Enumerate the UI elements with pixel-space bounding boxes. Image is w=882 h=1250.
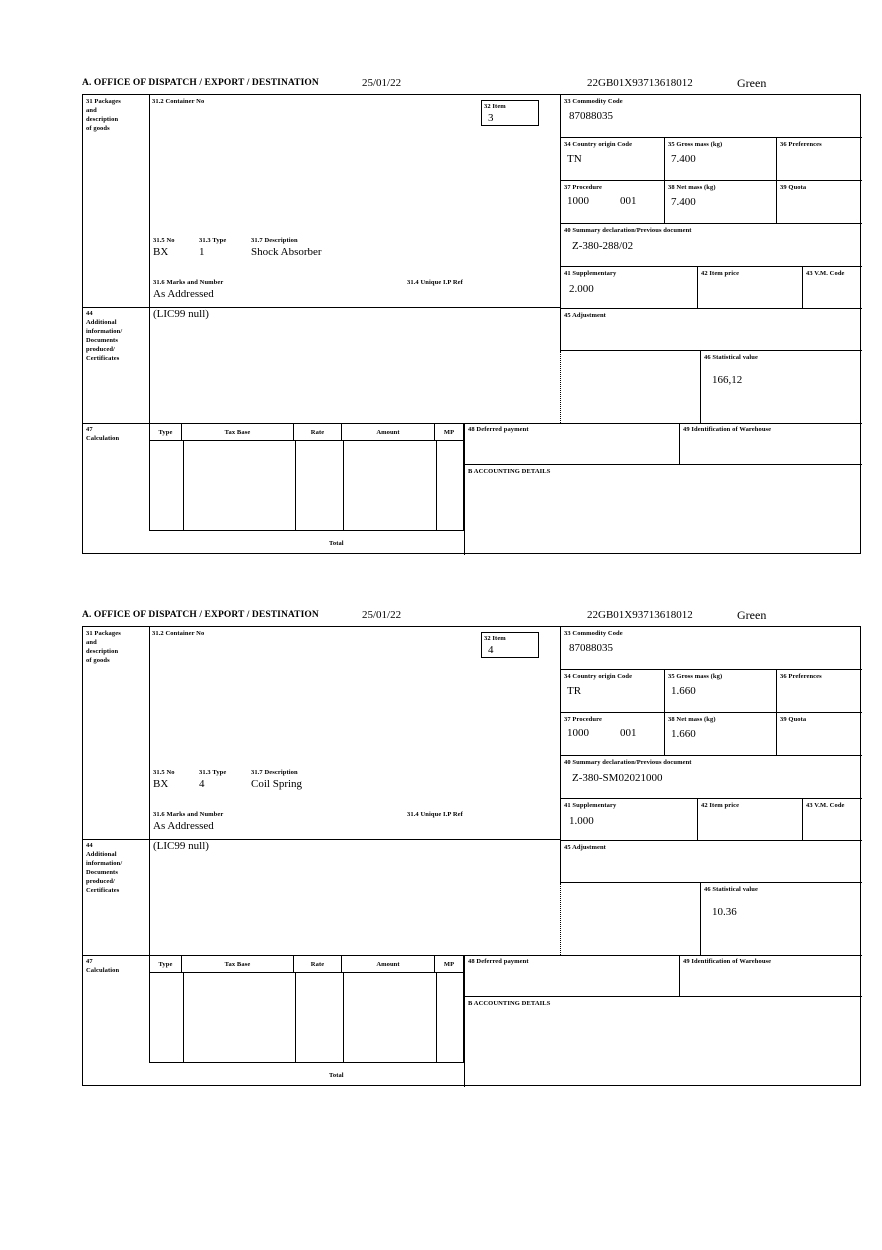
field-31-5-no-value: BX [153, 246, 169, 258]
field-33-commodity-code-value: 87088035 [569, 110, 613, 122]
calc-col-divider-3 [343, 973, 344, 1063]
field-47-calculation-table [149, 423, 464, 555]
field-43-vm-code-value [806, 810, 859, 815]
field-37-procedure-value-1: 1000 [567, 727, 589, 739]
field-39-quota-value [780, 192, 859, 196]
field-49-warehouse-value [683, 966, 859, 970]
sheet-header [82, 610, 861, 626]
field-35-gross-mass-value: 7.400 [671, 153, 696, 165]
field-31-2-container-no: 31.2 Container No [152, 630, 205, 637]
calc-total-row: Total [329, 540, 344, 547]
header-date: 25/01/22 [362, 77, 402, 89]
field-34-country-origin-code: 34 Country origin Code TR [560, 670, 664, 713]
field-31-packages-row-values [149, 778, 560, 796]
field-37-procedure: 37 Procedure 1000 001 [560, 181, 664, 224]
field-44-additional-information-value: (LIC99 null) [153, 840, 209, 852]
calc-total-row: Total [329, 1072, 344, 1079]
field-31-2-container-no: 31.2 Container No [152, 98, 205, 105]
field-44-additional-information-value: (LIC99 null) [153, 308, 209, 320]
calc-header-type: Type [149, 423, 182, 441]
calc-col-divider-2 [295, 973, 296, 1063]
field-49-warehouse-value [683, 434, 859, 438]
declaration-sheet-2 [82, 610, 861, 1086]
field-48-deferred-payment-value [468, 966, 676, 970]
field-31-5-no-value: BX [153, 778, 169, 790]
calc-col-divider-1 [183, 441, 184, 531]
field-31-label: 31 Packages and description of goods [86, 98, 121, 132]
header-date: 25/01/22 [362, 609, 402, 621]
field-41-supplementary: 41 Supplementary 2.000 [560, 267, 697, 309]
field-39-quota: 39 Quota [776, 713, 862, 756]
declaration-sheet-1 [82, 78, 861, 554]
sad-form-frame [82, 94, 861, 554]
calc-col-divider-2 [295, 441, 296, 531]
field-33-commodity-code: 33 Commodity Code 87088035 [560, 95, 862, 138]
field-49-warehouse: 49 Identification of Warehouse [679, 955, 862, 997]
calc-body [149, 973, 464, 1063]
field-46-statistical-value-value: 10.36 [712, 906, 737, 918]
field-41-supplementary-value: 2.000 [569, 283, 594, 295]
field-45-adjustment: 45 Adjustment [560, 841, 862, 883]
field-38-net-mass-value: 7.400 [671, 196, 696, 208]
field-46-statistical-value: 46 Statistical value 10.36 [700, 883, 862, 955]
office-of-dispatch-label: A. OFFICE OF DISPATCH / EXPORT / DESTINATION [82, 78, 319, 88]
field-42-item-price-value [701, 810, 799, 815]
field-48-deferred-payment: 48 Deferred payment [464, 423, 679, 465]
field-33-commodity-code-value: 87088035 [569, 642, 613, 654]
field-31-marks-row-labels: 31.6 Marks and Number 31.4 Unique I.P Ref [153, 279, 463, 286]
field-34-country-origin-code-value: TR [567, 685, 582, 697]
field-45-adjustment: 45 Adjustment [560, 309, 862, 351]
dotted-divider-46 [560, 883, 561, 955]
field-35-gross-mass: 35 Gross mass (kg) 1.660 [664, 670, 776, 713]
field-42-item-price: 42 Item price [697, 799, 802, 841]
calc-col-divider-1 [183, 973, 184, 1063]
dotted-divider-46 [560, 351, 561, 423]
field-31-packages-row-labels: 31.5 No 31.3 Type 31.7 Description [153, 237, 298, 244]
field-40-previous-document: 40 Summary declaration/Previous document Z-380-288/02 [560, 224, 862, 267]
field-32-item: 32 Item 3 [481, 100, 539, 126]
calc-header-mp: MP [435, 423, 464, 441]
field-35-gross-mass: 35 Gross mass (kg) 7.400 [664, 138, 776, 181]
field-37-procedure-value-2: 001 [620, 727, 637, 739]
field-32-item: 32 Item 4 [481, 632, 539, 658]
header-lane-status: Green [737, 76, 767, 90]
field-31-7-description-value: Coil Spring [251, 778, 303, 790]
field-36-preferences-value [780, 149, 859, 153]
field-32-item-value: 4 [488, 644, 494, 656]
field-43-vm-code: 43 V.M. Code [802, 267, 862, 309]
calc-col-divider-4 [436, 441, 437, 531]
field-31-marks-row-values [149, 288, 560, 306]
field-31-marks-row-values [149, 820, 560, 838]
field-44-label: 44 Additional information/ Documents produced/ Certificates [86, 310, 123, 362]
field-34-country-origin-code-value: TN [567, 153, 582, 165]
field-44-label: 44 Additional information/ Documents produced/ Certificates [86, 842, 123, 894]
field-39-quota-value [780, 724, 859, 728]
field-31-6-marks-value: As Addressed [153, 288, 214, 300]
field-41-supplementary-value: 1.000 [569, 815, 594, 827]
field-48-deferred-payment: 48 Deferred payment [464, 955, 679, 997]
field-47-label: 47 Calculation [86, 958, 120, 974]
calc-header-type: Type [149, 955, 182, 973]
field-31-label: 31 Packages and description of goods [86, 630, 121, 664]
calc-header-mp: MP [435, 955, 464, 973]
calc-header-rate: Rate [294, 955, 342, 973]
field-36-preferences: 36 Preferences [776, 670, 862, 713]
field-32-item-value: 3 [488, 112, 494, 124]
field-40-previous-document-value: Z-380-288/02 [572, 240, 634, 252]
field-31-3-type-value: 4 [199, 778, 205, 790]
field-46-statistical-value-value: 166,12 [712, 374, 743, 386]
field-38-net-mass: 38 Net mass (kg) 1.660 [664, 713, 776, 756]
field-38-net-mass: 38 Net mass (kg) 7.400 [664, 181, 776, 224]
field-48-deferred-payment-value [468, 434, 676, 438]
sad-form-frame [82, 626, 861, 1086]
field-35-gross-mass-value: 1.660 [671, 685, 696, 697]
field-37-procedure-value-2: 001 [620, 195, 637, 207]
field-49-warehouse: 49 Identification of Warehouse [679, 423, 862, 465]
field-31-7-description-value: Shock Absorber [251, 246, 322, 258]
calc-header-amount: Amount [342, 423, 435, 441]
field-47-label: 47 Calculation [86, 426, 120, 442]
field-31-3-type-value: 1 [199, 246, 205, 258]
field-39-quota: 39 Quota [776, 181, 862, 224]
field-41-supplementary: 41 Supplementary 1.000 [560, 799, 697, 841]
field-31-packages-row-values [149, 246, 560, 264]
field-42-item-price-value [701, 278, 799, 283]
field-B-accounting-details: B ACCOUNTING DETAILS [464, 997, 862, 1087]
calc-header-tax-base: Tax Base [182, 423, 294, 441]
sheet-header [82, 78, 861, 94]
field-B-accounting-details: B ACCOUNTING DETAILS [464, 465, 862, 555]
calc-header-amount: Amount [342, 955, 435, 973]
calc-body [149, 441, 464, 531]
field-43-vm-code-value [806, 278, 859, 283]
field-37-procedure: 37 Procedure 1000 001 [560, 713, 664, 756]
field-33-commodity-code: 33 Commodity Code 87088035 [560, 627, 862, 670]
field-42-item-price: 42 Item price [697, 267, 802, 309]
field-34-country-origin-code: 34 Country origin Code TN [560, 138, 664, 181]
field-45-adjustment-value [564, 852, 859, 857]
field-47-calculation-table [149, 955, 464, 1087]
calc-col-divider-3 [343, 441, 344, 531]
office-of-dispatch-label: A. OFFICE OF DISPATCH / EXPORT / DESTINATION [82, 610, 319, 620]
field-46-statistical-value: 46 Statistical value 166,12 [700, 351, 862, 423]
field-31-marks-row-labels: 31.6 Marks and Number 31.4 Unique I.P Ref [153, 811, 463, 818]
field-38-net-mass-value: 1.660 [671, 728, 696, 740]
header-mrn: 22GB01X93713618012 [587, 77, 693, 89]
calc-header-tax-base: Tax Base [182, 955, 294, 973]
field-40-previous-document: 40 Summary declaration/Previous document Z-380-SM02021000 [560, 756, 862, 799]
field-36-preferences-value [780, 681, 859, 685]
header-mrn: 22GB01X93713618012 [587, 609, 693, 621]
field-45-adjustment-value [564, 320, 859, 325]
field-37-procedure-value-1: 1000 [567, 195, 589, 207]
field-31-6-marks-value: As Addressed [153, 820, 214, 832]
field-36-preferences: 36 Preferences [776, 138, 862, 181]
field-43-vm-code: 43 V.M. Code [802, 799, 862, 841]
calc-header-rate: Rate [294, 423, 342, 441]
header-lane-status: Green [737, 608, 767, 622]
field-31-packages-row-labels: 31.5 No 31.3 Type 31.7 Description [153, 769, 298, 776]
calc-col-divider-4 [436, 973, 437, 1063]
field-40-previous-document-value: Z-380-SM02021000 [572, 772, 663, 784]
